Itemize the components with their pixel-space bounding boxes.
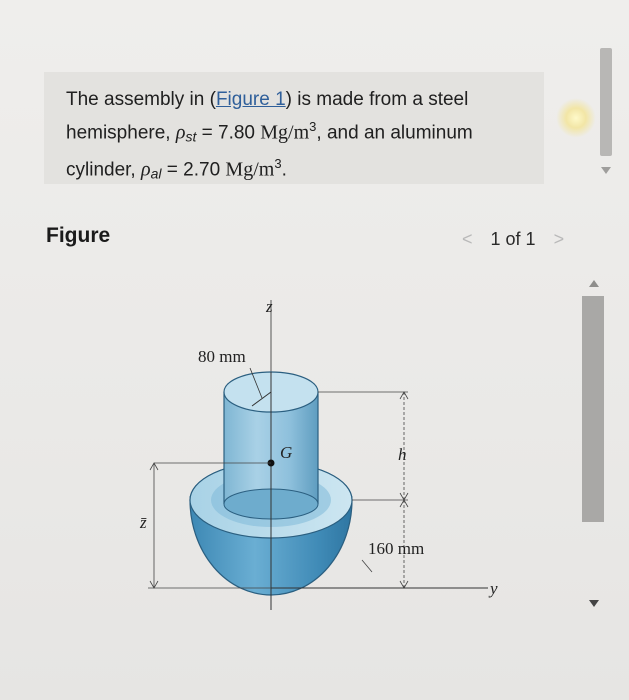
figure-heading: Figure bbox=[46, 224, 111, 247]
problem-text-end: . bbox=[281, 159, 287, 181]
problem-text-line2: hemisphere, bbox=[66, 122, 176, 144]
figure-scrollbar-thumb[interactable] bbox=[582, 296, 604, 522]
top-scroll-down-icon[interactable] bbox=[601, 167, 611, 174]
steel-unit-exponent: 3 bbox=[309, 119, 317, 134]
steel-density-unit: Mg/m bbox=[260, 121, 310, 144]
next-figure-button[interactable]: > bbox=[553, 229, 565, 249]
previous-figure-button[interactable]: < bbox=[462, 229, 473, 249]
figure-page-indicator: 1 of 1 bbox=[490, 229, 536, 249]
hemisphere-height-label: 160 mm bbox=[368, 539, 425, 558]
problem-text-line3: cylinder, bbox=[66, 159, 141, 181]
figure-scroll-down-icon[interactable] bbox=[589, 600, 599, 607]
top-scrollbar-thumb[interactable] bbox=[600, 48, 612, 156]
aluminum-density-value: = 2.70 bbox=[161, 159, 226, 181]
aluminum-density-unit: Mg/m bbox=[225, 158, 275, 181]
steel-density-value: = 7.80 bbox=[196, 122, 261, 144]
problem-text-mid: ) is made from a steel bbox=[285, 89, 469, 110]
zbar-label: z̄ bbox=[140, 513, 147, 532]
aluminum-unit-exponent: 3 bbox=[274, 156, 282, 172]
radius-label: 80 mm bbox=[198, 347, 246, 366]
y-axis-label: y bbox=[490, 579, 498, 598]
figure-scroll-up-icon[interactable] bbox=[589, 280, 599, 287]
problem-text-line2-end: , and an aluminum bbox=[316, 122, 473, 144]
aluminum-subscript: al bbox=[150, 165, 162, 182]
figure-link[interactable]: Figure 1 bbox=[215, 89, 286, 110]
x-axis-stub bbox=[362, 560, 372, 572]
steel-subscript: st bbox=[185, 128, 197, 145]
centroid-label: G bbox=[280, 443, 293, 462]
problem-text-intro: The assembly in ( bbox=[66, 89, 216, 110]
z-axis-label: z bbox=[266, 297, 273, 316]
rho-symbol: ρ bbox=[175, 121, 186, 144]
rho-symbol-2: ρ bbox=[140, 158, 151, 181]
height-label: h bbox=[398, 445, 407, 464]
